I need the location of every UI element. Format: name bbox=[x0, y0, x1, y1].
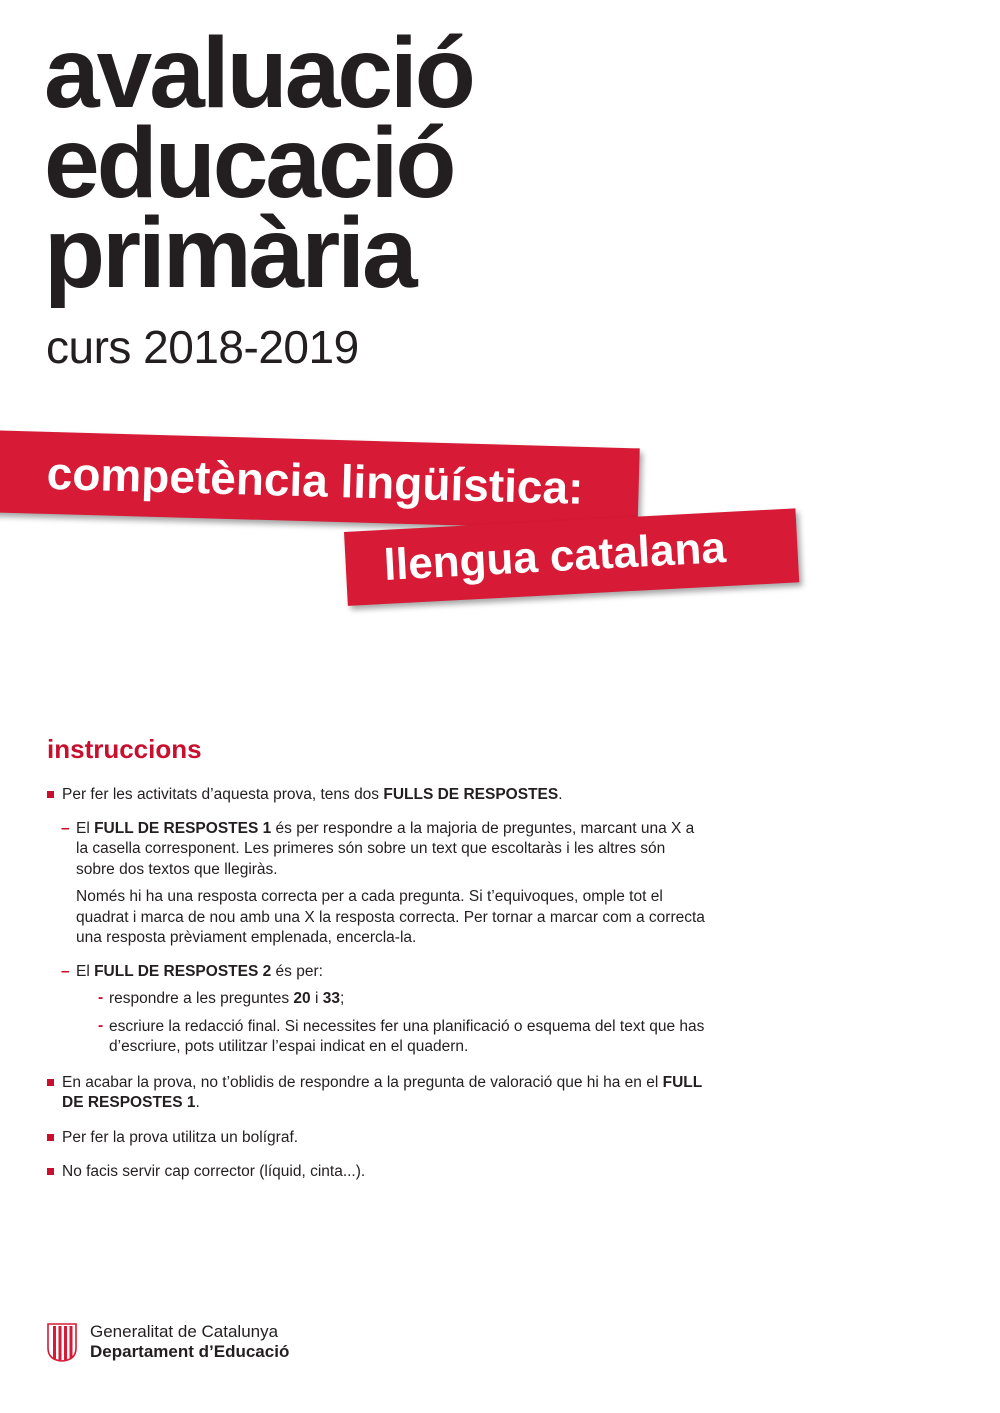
instruction-subitem: – El FULL DE RESPOSTES 1 és per respondre a la majoria de preguntes, marcant una X a la casella corresponent. Les primeres són sobre un text que escoltaràs i les altres són sobre dos textos que llegiràs. bbox=[61, 819, 695, 878]
instruction-item: Per fer la prova utilitza un bolígraf. bbox=[47, 1128, 707, 1149]
banner-line-2: llengua catalana bbox=[382, 523, 727, 590]
instruction-paragraph: Només hi ha una resposta correcta per a cada pregunta. Si t’equivoques, omple tot el quadrat i marca de nou amb una X la resposta correcta. Per tornar a marcar com a correcta una resposta prèviament emplenada, encercla-la. bbox=[76, 888, 705, 946]
instruction-subsubitem: - escriure la redacció final. Si necessites fer una planificació o esquema del text que has d’escriure, pots utilitzar l’espai indicat en el quadern. bbox=[98, 1016, 705, 1055]
dash-marker: - bbox=[98, 989, 104, 1006]
instructions-section bbox=[47, 734, 707, 1183]
footer-department: Departament d’Educació bbox=[90, 1342, 290, 1361]
instructions-heading: instruccions bbox=[47, 734, 202, 764]
title-line-1: avaluació bbox=[44, 17, 473, 129]
banner-competence bbox=[0, 430, 640, 530]
footer-logo bbox=[46, 1322, 289, 1362]
dash-marker: – bbox=[61, 962, 70, 980]
instruction-item: En acabar la prova, no t’oblidis de respondre a la pregunta de valoració que hi ha en el FULL DE RESPOSTES 1. bbox=[47, 1073, 707, 1114]
instruction-subsubitem: - respondre a les preguntes 20 i 33; bbox=[98, 989, 345, 1007]
dash-marker: – bbox=[61, 819, 70, 837]
dash-marker: - bbox=[98, 1016, 104, 1034]
footer-org: Generalitat de Catalunya bbox=[90, 1322, 279, 1341]
instruction-subitem: – El FULL DE RESPOSTES 2 és per: bbox=[47, 962, 707, 983]
generalitat-seal-icon bbox=[46, 1322, 78, 1362]
title-line-2: educació bbox=[44, 107, 454, 219]
instruction-item: No facis servir cap corrector (líquid, cinta...). bbox=[47, 1162, 707, 1183]
course-year: curs 2018-2019 bbox=[46, 321, 359, 373]
instruction-item: Per fer les activitats d’aquesta prova, tens dos FULLS DE RESPOSTES. bbox=[47, 785, 707, 806]
banner-line-1: competència lingüística: bbox=[46, 446, 585, 514]
title-line-3: primària bbox=[44, 197, 415, 309]
main-title bbox=[44, 17, 473, 309]
